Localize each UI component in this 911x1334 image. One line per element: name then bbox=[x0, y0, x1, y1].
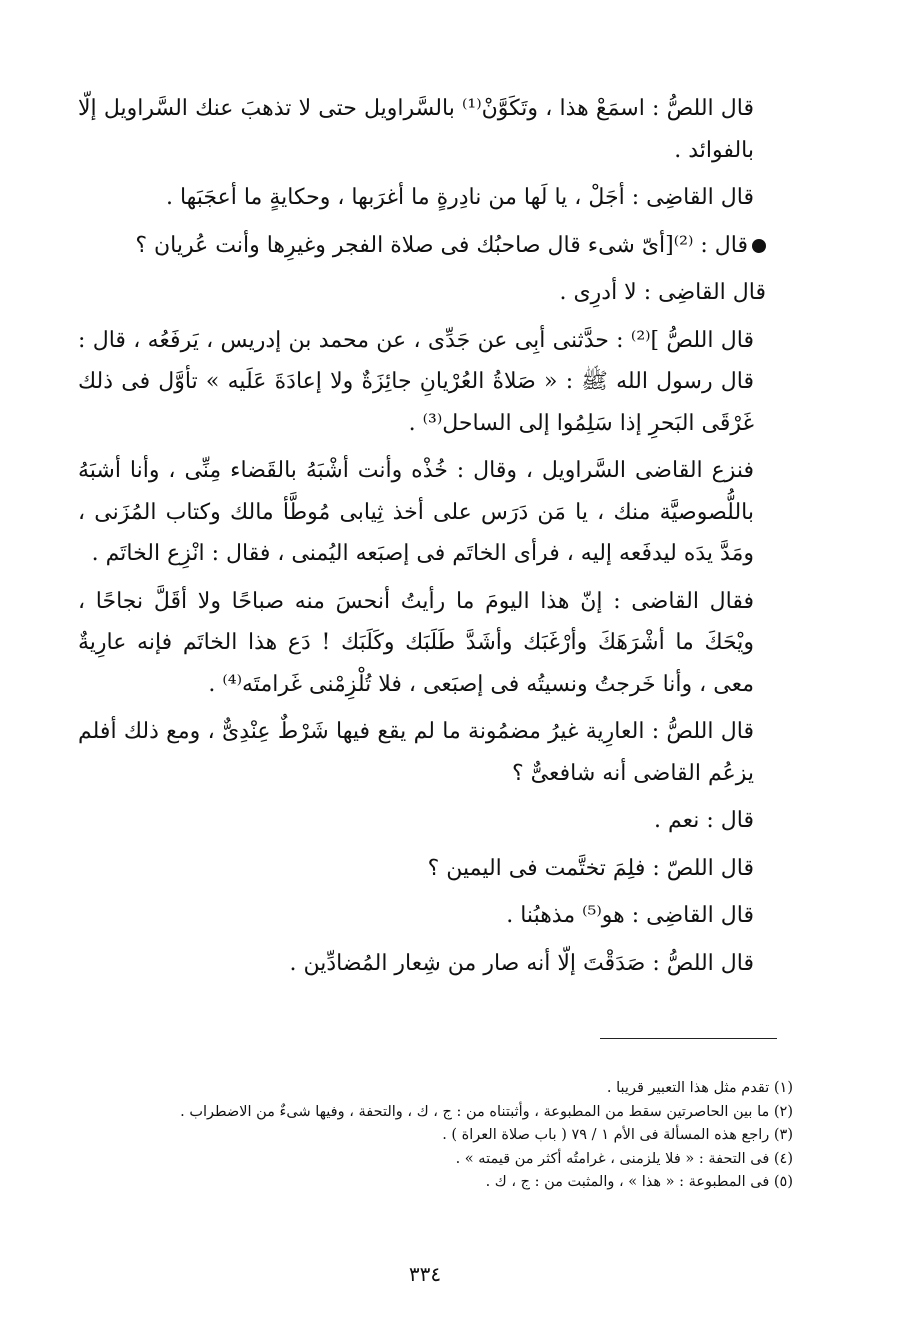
paragraph-6: فنزع القاضى السَّراويل ، وقال : خُذْه وأنت أشْبَهُ بالقَضاء مِنِّى ، وأنا أشبَهُ باللُّصوصيَّة منك ، يا مَن دَرَس على أخذ ثِيابى مُوطَّأ مالك وكتاب المُزَنى ، ومَدَّ يدَه ليدفَعه إليه ، فرأى الخاتَم فى إصبَعه اليُمنى ، فقال : انْزِع الخاتَم . bbox=[78, 458, 754, 566]
paragraph-7: فقال القاضى : إنّ هذا اليومَ ما رأيتُ أنحسَ منه صباحًا ولا أقَلَّ نجاحًا ، ويْحَكَ ما أشْرَهَكَ وأرْغَبَك وأشَدَّ طَلَبَك وكَلَبَك ! دَع هذا الخاتَم فإنه عارِيةٌ معى ، وأنا خَرجتُ ونسيتُه فى إصبَعى ، فلا تُلْزِمْنى غَرامتَه⁽⁴⁾ . bbox=[78, 588, 754, 697]
main-text bbox=[78, 88, 766, 990]
paragraph-3 bbox=[78, 225, 766, 267]
footnote-1: (١) تقدم مثل هذا التعبير قريبا . bbox=[606, 1080, 793, 1096]
paragraph-9: قال : نعم . bbox=[654, 808, 754, 833]
footnote-5: (٥) فى المطبوعة : « هذا » ، والمثبت من : ج ، ك . bbox=[485, 1174, 793, 1190]
paragraph-8: قال اللصُّ : العارِية غيرُ مضمُونة ما لم يقع فيها شَرْطٌ عِنْدِىٌّ ، ومع ذلك أفلم يزعُم القاضى أنه شافعىٌّ ؟ bbox=[78, 719, 754, 786]
paragraph-4: قال القاضِى : لا أدرِى . bbox=[559, 280, 766, 305]
paragraph-11: قال القاضِى : هو⁽⁵⁾ مذهبُنا . bbox=[506, 903, 754, 928]
page-number: ٣٣٤ bbox=[408, 1262, 442, 1286]
paragraph-1: قال اللصُّ : اسمَعْ هذا ، وتَكَوَّنْ⁽¹⁾ بالسَّراويل حتى لا تذهبَ عنك السَّراويل إلّا بالفوائد . bbox=[78, 96, 754, 163]
footnote-2: (٢) ما بين الحاصرتين سقط من المطبوعة ، وأثبتناه من : ج ، ك ، والتحفة ، وفيها شىءٌ من الاضطراب . bbox=[180, 1103, 793, 1120]
paragraph-10: قال اللصّ : فلِمَ تختَّمت فى اليمين ؟ bbox=[427, 855, 754, 881]
footnote-divider bbox=[600, 1038, 777, 1039]
footnotes bbox=[80, 1077, 793, 1195]
paragraph-2: قال القاضِى : أجَلْ ، يا لَها من نادِرةٍ ما أغرَبها ، وحكايةٍ ما أعجَبَها . bbox=[165, 185, 754, 210]
bullet-marker-icon bbox=[752, 239, 766, 253]
paragraph-3-text: قال : ⁽²⁾[أىّ شىء قال صاحبُك فى صلاة الفجر وغيرِها وأنت عُريان ؟ bbox=[135, 232, 748, 258]
footnote-4: (٤) فى التحفة : « فلا يلزمنى ، غرامتُه أكثر من قيمته » . bbox=[455, 1150, 793, 1167]
paragraph-5: قال اللصُّ ]⁽²⁾ : حدَّثنى أبِى عن جَدِّى ، عن محمد بن إدريس ، يَرفَعُه ، قال : قال رسول الله ﷺ : « صَلاةُ العُرْيانِ جائِزَةٌ ولا إعادَةَ عَلَيه » تأوَّل فى ذلك غَرْقَى البَحرِ إذا سَلِمُوا إلى الساحل⁽³⁾ . bbox=[78, 327, 754, 436]
paragraph-12: قال اللصُّ : صَدَقْتَ إلّا أنه صار من شِعار المُضادِّين . bbox=[289, 950, 754, 976]
footnote-3: (٣) راجع هذه المسألة فى الأم ١ / ٧٩ ( باب صلاة العراة ) . bbox=[442, 1127, 793, 1143]
